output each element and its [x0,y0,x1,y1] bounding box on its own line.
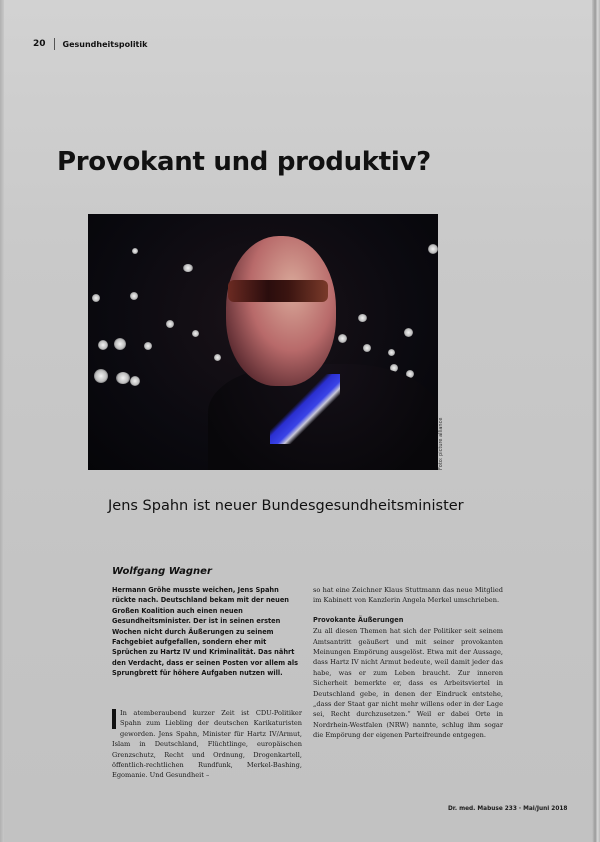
subject-glasses [228,280,328,302]
bokeh-light [132,248,138,254]
bokeh-light [114,338,126,350]
bokeh-light [338,334,347,343]
body-column-1 [112,708,302,781]
bokeh-light [192,330,199,337]
article-title: Provokant und produktiv? [57,147,431,177]
bokeh-light [388,349,395,356]
section-label: Gesundheitspolitik [62,39,148,49]
page-edge-right [592,0,600,842]
bokeh-light [358,314,367,322]
page-number: 20 [33,39,46,49]
body-text-column-2: Zu all diesen Themen hat sich der Politiker seit seinem Amtsantritt geäußert und mit seiner provokanten Meinungen Empörung ausgelöst. Etwa mit der Aussage, dass Hartz IV nicht Armut bedeute, weil damit jeder das habe, was er zum Leben braucht. Zur inneren Sicherheit bemerkte er, dass es Arbeitsviertel in Deutschland gebe, in denen der Eindruck entstehe, „dass der Staat gar nicht mehr willens oder in der Lage sei, Recht durchzusetzen.“ Weil er dabei Orte in Nordrhein-Westfalen (NRW) nannte, schlug ihm sogar die Empörung der eigenen Parteifreunde entgegen. [313,627,503,740]
lead-paragraph: Hermann Gröhe musste weichen, Jens Spahn rückte nach. Deutschland bekam mit der neuen Großen Koalition auch einen neuen Gesundheitsminister. Der ist in seinen ersten Wochen nicht durch Äußerungen zu seinem Fachgebiet aufgefallen, sondern eher mit Sprüchen zu Hartz IV und Kriminalität. Das nährt den Verdacht, dass er seinen Posten vor allem als Sprungbrett für höhere Aufgaben nutzen will. [112,586,299,678]
body-text-column-1: In atemberaubend kurzer Zeit ist CDU-Politiker Spahn zum Liebling der deutschen Karikaturisten geworden. Jens Spahn, Minister für Hartz IV/Armut, Islam in Deutschland, Flüchtlinge, europäischen Grenzschutz, Recht und Ordnung, Drogenkartell, öffentlich-rechtlichen Rundfunk, Merkel-Bashing, Egomanie. Und Gesundheit – [112,709,302,780]
body-column-2 [313,585,503,741]
header-divider [54,38,55,50]
bokeh-light [214,354,221,361]
bokeh-light [166,320,174,328]
page-edge-left [0,0,4,842]
bokeh-light [428,244,438,254]
article-subtitle: Jens Spahn ist neuer Bundesgesundheitsminister [108,498,464,514]
bokeh-light [98,340,108,350]
initial-marker [112,709,116,729]
bokeh-light [92,294,100,302]
bokeh-light [144,342,152,350]
subject-head [226,236,336,386]
body-text-column-2-intro: so hat eine Zeichner Klaus Stuttmann das neue Mitglied im Kabinett von Kanzlerin Angela Merkel umschrieben. [313,586,503,605]
bokeh-light [130,292,138,300]
photo-credit: Foto: picture alliance [438,417,444,470]
subject-collar [270,374,340,444]
bokeh-light [183,264,193,272]
bokeh-light [363,344,371,352]
author-byline: Wolfgang Wagner [112,566,212,577]
bokeh-light [94,369,108,383]
bokeh-light [116,372,130,384]
page-footer: Dr. med. Mabuse 233 · Mai/Juni 2018 [448,806,568,812]
bokeh-light [130,376,140,386]
running-header [33,38,147,50]
bokeh-light [404,328,413,337]
section-subhead: Provokante Äußerungen [313,615,404,624]
article-photo [88,214,438,470]
